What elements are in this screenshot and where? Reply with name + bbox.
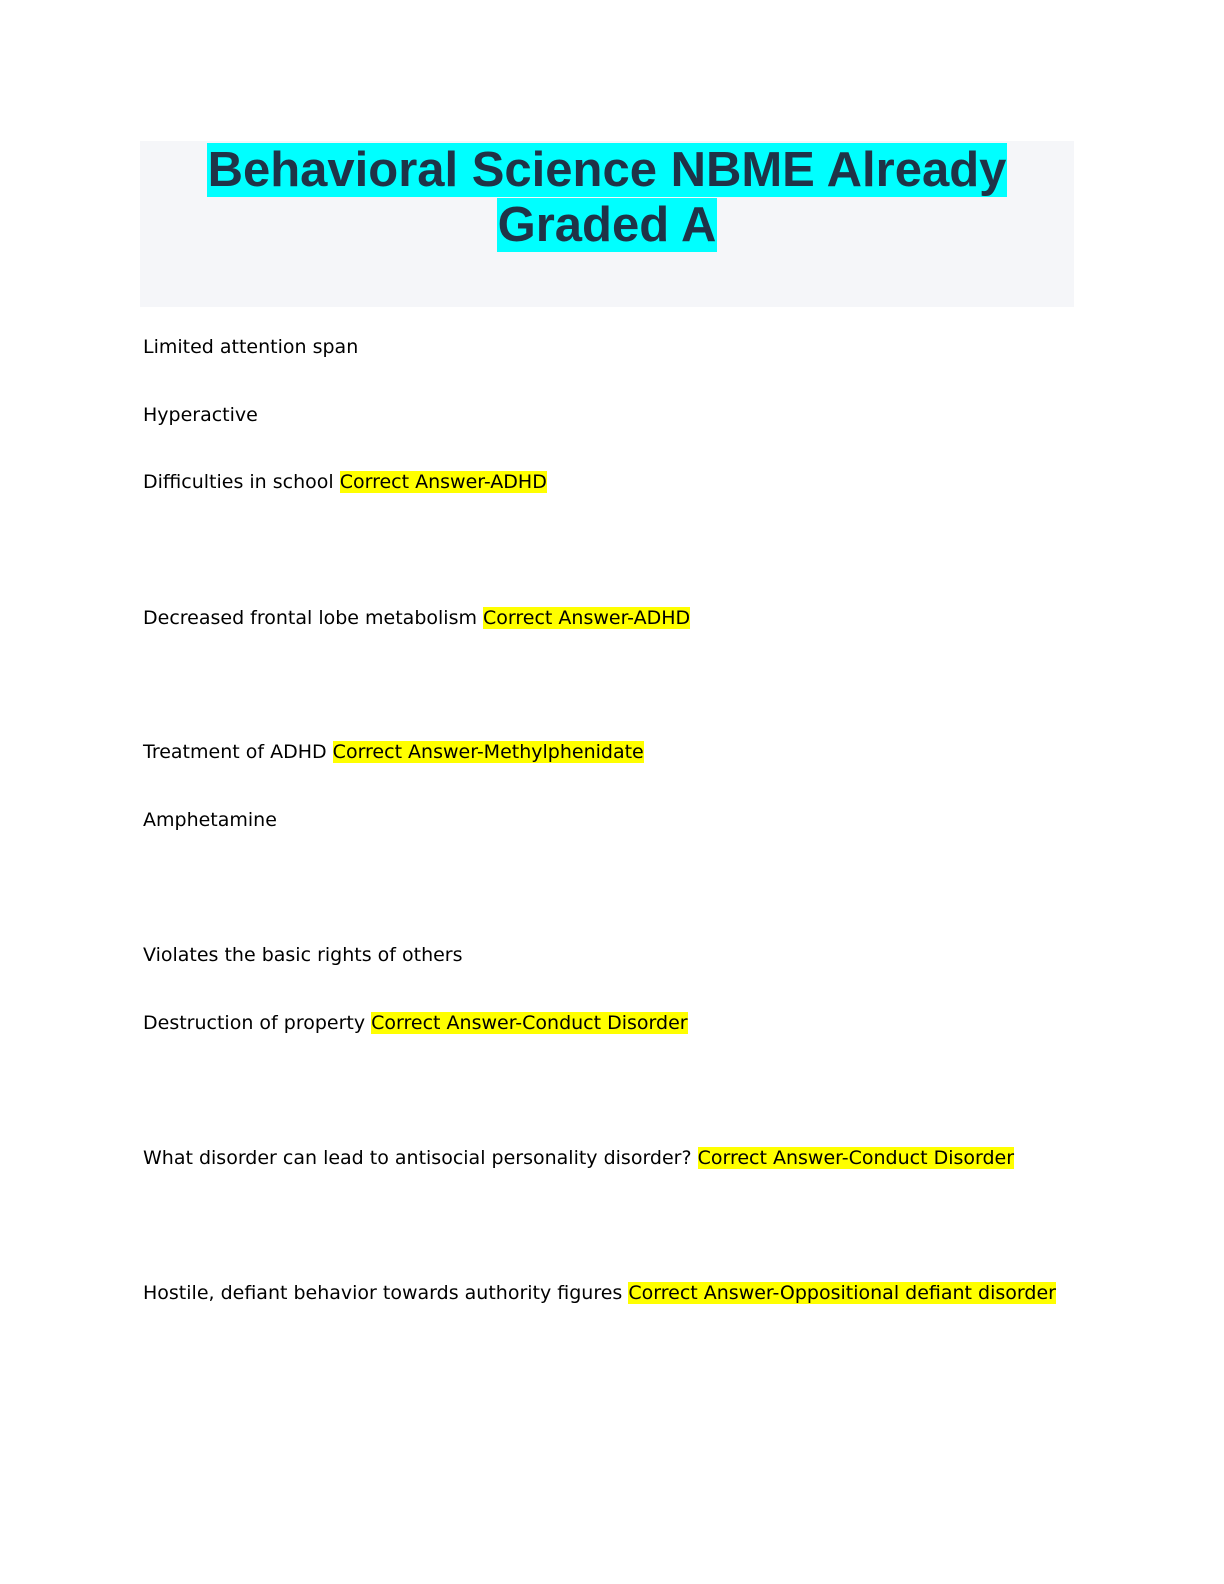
title-box [140, 141, 1074, 307]
title-line-1: Behavioral Science NBME Already [207, 143, 1007, 197]
question-text: What disorder can lead to antisocial personality disorder? [143, 1147, 698, 1169]
correct-answer: Correct Answer-Conduct Disorder [371, 1012, 688, 1034]
question-line [143, 1280, 1056, 1306]
document-title [140, 141, 1074, 253]
question-text: Decreased frontal lobe metabolism [143, 607, 484, 629]
question-line [143, 942, 463, 968]
question-line [143, 739, 644, 765]
question-text: Treatment of ADHD [143, 741, 333, 763]
question-line [143, 334, 358, 360]
correct-answer: Correct Answer-Conduct Disorder [697, 1147, 1015, 1169]
question-text: Difficulties in school [143, 471, 340, 493]
correct-answer: Correct Answer-Methylphenidate [332, 741, 644, 763]
question-text: Violates the basic rights of others [143, 944, 463, 966]
question-text: Amphetamine [143, 809, 277, 831]
question-line [143, 1145, 1014, 1171]
correct-answer: Correct Answer-Oppositional defiant disorder [628, 1282, 1056, 1304]
correct-answer: Correct Answer-ADHD [483, 607, 691, 629]
question-line [143, 605, 690, 631]
question-text: Limited attention span [143, 336, 359, 358]
title-line-2: Graded A [497, 198, 717, 252]
question-text: Hyperactive [143, 404, 258, 426]
question-line [143, 402, 258, 428]
question-text: Hostile, defiant behavior towards authority figures [143, 1282, 629, 1304]
question-line [143, 807, 277, 833]
question-line [143, 469, 547, 495]
question-text: Destruction of property [143, 1012, 372, 1034]
correct-answer: Correct Answer-ADHD [339, 471, 547, 493]
question-line [143, 1010, 688, 1036]
